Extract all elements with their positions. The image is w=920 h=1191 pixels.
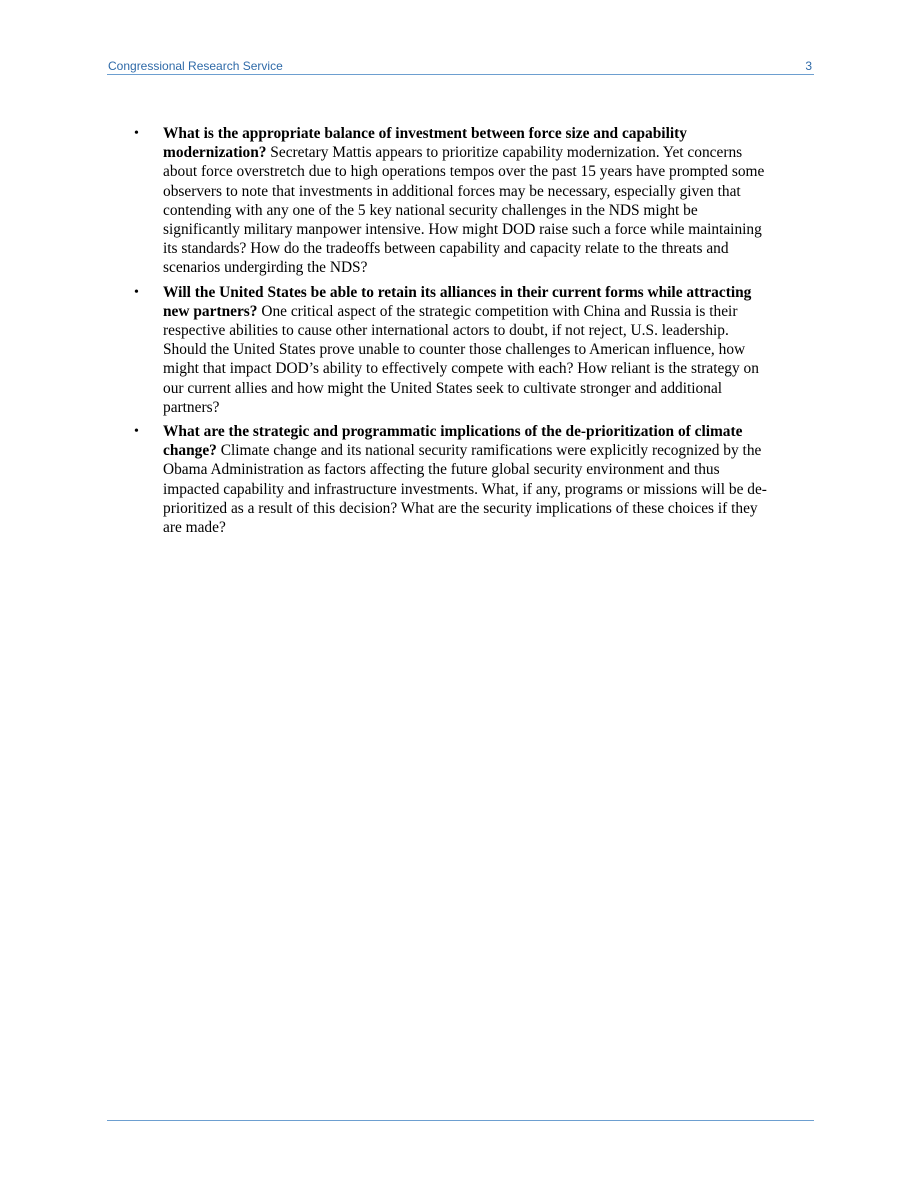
question-list <box>132 124 772 537</box>
header-rule <box>107 74 814 75</box>
list-item <box>132 283 772 417</box>
body-content <box>132 124 772 542</box>
bullet-icon: • <box>134 126 139 141</box>
list-item <box>132 124 772 278</box>
bullet-text: Secretary Mattis appears to prioritize capability modernization. Yet concerns about force overstretch due to high operations tempos over the past 15 years have prompted some observers to note that investments in additional forces may be necessary, especially given that contending with any one of the 5 key national security challenges in the NDS might be significantly military manpower intensive. How might DOD raise such a force while maintaining its standards? How do the tradeoffs between capability and capacity relate to the threats and scenarios undergirding the NDS? <box>163 144 765 277</box>
bullet-question: Will the United States be able to retain its alliances in their current forms while attracting new partners? <box>163 283 752 320</box>
bullet-text: Climate change and its national security ramifications were explicitly recognized by the Obama Administration as factors affecting the future global security environment and thus impacted capability and infrastructure investments. What, if any, programs or missions will be de-prioritized as a result of this decision? What are the security implications of these choices if they are made? <box>163 442 767 537</box>
bullet-question: What are the strategic and programmatic implications of the de-prioritization of climate change? <box>163 423 743 460</box>
bullet-question: What is the appropriate balance of investment between force size and capability modernization? <box>163 125 687 162</box>
list-item <box>132 422 772 537</box>
footer-rule <box>107 1120 814 1121</box>
bullet-icon: • <box>134 424 139 440</box>
bullet-icon: • <box>134 284 139 300</box>
header-organization: Congressional Research Service <box>108 59 283 73</box>
page-number: 3 <box>805 59 812 73</box>
bullet-text: One critical aspect of the strategic competition with China and Russia is their respective abilities to cause other international actors to doubt, if not reject, U.S. leadership. Should the United States prove unable to counter those challenges to American influence, how might that impact DOD’s ability to effectively compete with each? How reliant is the strategy on our current allies and how might the United States seek to cultivate stronger and additional partners? <box>163 302 759 416</box>
